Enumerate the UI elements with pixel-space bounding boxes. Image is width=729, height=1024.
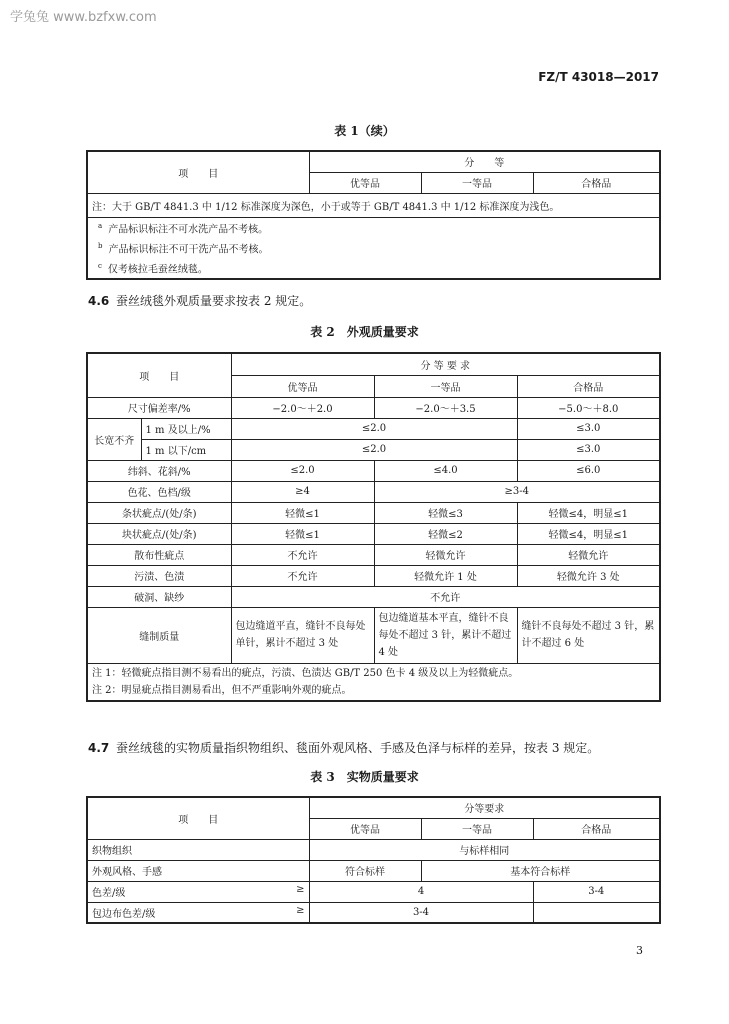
cell: ≤2.0: [231, 418, 517, 439]
table3-grade-3: 合格品: [533, 818, 660, 839]
table-row: [87, 607, 660, 663]
cell: −2.0～＋3.5: [374, 397, 517, 418]
cell: 轻微允许 1 处: [374, 565, 517, 586]
row-label: 污渍、色渍: [87, 565, 231, 586]
table-row: [87, 523, 660, 544]
table1-footnotes: [87, 217, 660, 279]
cell: 轻微≤4，明显≤1: [517, 502, 660, 523]
row-label: 色花、色档/级: [87, 481, 231, 502]
table2-grade-header: 分 等 要 求: [231, 353, 660, 375]
table3-grade-2: 一等品: [421, 818, 533, 839]
row-label: 织物组织: [87, 839, 309, 860]
row-label: 包边布色差/级 ≥: [87, 902, 309, 923]
section-4-6: 4.6 蚕丝绒毯外观质量要求按表 2 规定。: [88, 294, 312, 308]
table2-grade-2: 一等品: [374, 375, 517, 397]
table1-note: 注：大于 GB/T 4841.3 中 1/12 标准深度为深色，小于或等于 GB/T 4841.3 中 1/12 标准深度为浅色。: [87, 193, 660, 217]
cell: 不允许: [231, 586, 660, 607]
table3: [86, 796, 661, 924]
cell: 基本符合标样: [421, 860, 660, 881]
watermark: 学兔兔 www.bzfxw.com: [10, 10, 157, 25]
table2-note-2: 注 2：明显疵点指目测易看出，但不严重影响外观的疵点。: [92, 684, 352, 696]
cell: 3-4: [309, 902, 533, 923]
row-sublabel: 1 m 及以上/%: [141, 418, 231, 439]
cell: ≤6.0: [517, 460, 660, 481]
cell: ≤3.0: [517, 439, 660, 460]
cell: 轻微≤3: [374, 502, 517, 523]
table3-item-header: 项 目: [87, 797, 309, 839]
standard-number: FZ/T 43018—2017: [538, 70, 659, 84]
table3-grade-1: 优等品: [309, 818, 421, 839]
row-label: 尺寸偏差率/%: [87, 397, 231, 418]
table-row: [87, 502, 660, 523]
cell: 不允许: [231, 565, 374, 586]
cell: 轻微允许 3 处: [517, 565, 660, 586]
cell: 轻微≤1: [231, 523, 374, 544]
table2-grade-3: 合格品: [517, 375, 660, 397]
table-row: [87, 565, 660, 586]
row-label: 破洞、缺纱: [87, 586, 231, 607]
row-label: 外观风格、手感: [87, 860, 309, 881]
cell: 缝针不良每处不超过 3 针，累计不超过 6 处: [517, 607, 660, 663]
cell: ≤2.0: [231, 460, 374, 481]
cell: ≥3-4: [374, 481, 660, 502]
table-row: [87, 481, 660, 502]
table2-notes: [87, 663, 660, 701]
table-row: [87, 586, 660, 607]
cell: 不允许: [231, 544, 374, 565]
row-label: 散布性疵点: [87, 544, 231, 565]
section-4-7: 4.7 蚕丝绒毯的实物质量指织物组织、毯面外观风格、手感及色泽与标样的差异，按表 3 规定。: [88, 741, 600, 755]
cell: ≤3.0: [517, 418, 660, 439]
table-row: [87, 397, 660, 418]
cell: 轻微≤1: [231, 502, 374, 523]
row-sublabel: 1 m 以下/cm: [141, 439, 231, 460]
table-row: [87, 860, 660, 881]
table-row: [87, 839, 660, 860]
footnote-c: $^c$ 仅考核拉毛蚕丝绒毯。: [98, 262, 208, 276]
table-row: [87, 460, 660, 481]
table-row: [87, 881, 660, 902]
table1-grade-3: 合格品: [533, 172, 660, 193]
table1-item-header: 项 目: [87, 151, 309, 193]
row-label: 缝制质量: [87, 607, 231, 663]
cell: 包边缝道基本平直，缝针不良每处不超过 3 针，累计不超过 4 处: [374, 607, 517, 663]
row-label: 长宽不齐: [87, 418, 141, 460]
table2-item-header: 项 目: [87, 353, 231, 397]
cell: 轻微允许: [374, 544, 517, 565]
cell: 3-4: [533, 881, 660, 902]
cell: −2.0～＋2.0: [231, 397, 374, 418]
cell: ≥4: [231, 481, 374, 502]
cell: 轻微≤2: [374, 523, 517, 544]
cell: 与标样相同: [309, 839, 660, 860]
table1: [86, 150, 661, 280]
table1-grade-1: 优等品: [309, 172, 421, 193]
cell: 4: [309, 881, 533, 902]
row-label: 条状疵点/(处/条): [87, 502, 231, 523]
table-row: [87, 439, 660, 460]
table-row: [87, 902, 660, 923]
table2-caption: 表 2 外观质量要求: [310, 325, 419, 339]
table1-grade-2: 一等品: [421, 172, 533, 193]
cell: −5.0～＋8.0: [517, 397, 660, 418]
table-row: [87, 418, 660, 439]
row-label: 块状疵点/(处/条): [87, 523, 231, 544]
cell: [533, 902, 660, 923]
table1-caption: 表 1（续）: [334, 124, 395, 138]
table2-note-1: 注 1：轻微疵点指目测不易看出的疵点，污渍、色渍达 GB/T 250 色卡 4 级及以上为轻微疵点。: [92, 667, 519, 679]
table1-grade-header: 分 等: [309, 151, 660, 172]
footnote-b: $^b$ 产品标识标注不可干洗产品不考核。: [98, 241, 269, 256]
cell: ≤2.0: [231, 439, 517, 460]
page-number: 3: [636, 944, 643, 957]
table3-caption: 表 3 实物质量要求: [310, 770, 419, 784]
cell: 包边缝道平直，缝针不良每处单针，累计不超过 3 处: [231, 607, 374, 663]
cell: 轻微允许: [517, 544, 660, 565]
table2: [86, 352, 661, 702]
cell: ≤4.0: [374, 460, 517, 481]
row-label: 纬斜、花斜/%: [87, 460, 231, 481]
cell: 轻微≤4，明显≤1: [517, 523, 660, 544]
cell: 符合标样: [309, 860, 421, 881]
row-label: 色差/级 ≥: [87, 881, 309, 902]
footnote-a: $^a$ 产品标识标注不可水洗产品不考核。: [98, 221, 269, 235]
table-row: [87, 544, 660, 565]
table3-grade-header: 分等要求: [309, 797, 660, 818]
table2-grade-1: 优等品: [231, 375, 374, 397]
